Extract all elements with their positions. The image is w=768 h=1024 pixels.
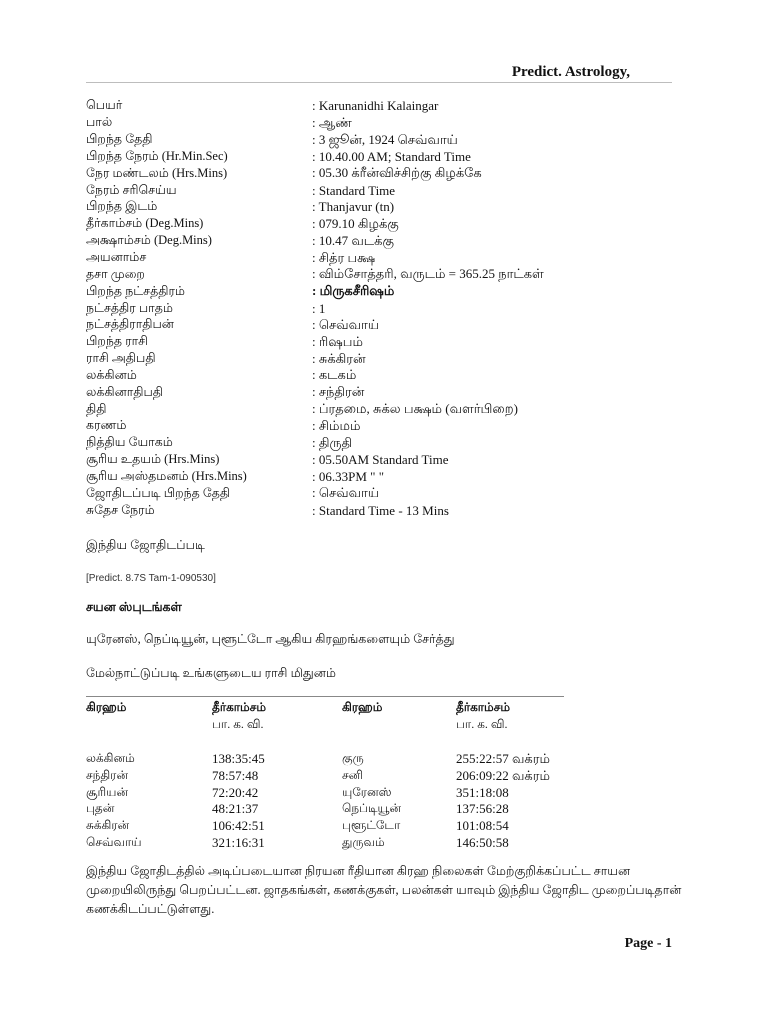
detail-value: : சுக்கிரன்	[312, 350, 366, 366]
planet-name: சனி	[342, 768, 363, 783]
planet-name: சுக்கிரன்	[86, 818, 130, 833]
detail-row	[86, 98, 686, 115]
subheader-units-2: பா. க. வி.	[456, 717, 508, 731]
detail-label: பிறந்த ராசி	[86, 334, 148, 349]
detail-label: சுதேச நேரம்	[86, 502, 155, 517]
detail-row	[86, 469, 686, 486]
header-planet-2: கிரஹம்	[342, 700, 383, 714]
detail-value: : 10.40.00 AM; Standard Time	[312, 148, 471, 164]
planet-longitude: 146:50:58	[456, 834, 509, 850]
header-divider	[86, 82, 672, 83]
planet-name: புளூட்டோ	[342, 818, 401, 833]
planet-name: நெப்டியூன்	[342, 801, 402, 816]
detail-row	[86, 401, 686, 418]
detail-row	[86, 283, 686, 300]
planet-longitude: 255:22:57 வக்ரம்	[456, 750, 550, 766]
detail-row	[86, 435, 686, 452]
planet-longitude: 138:35:45	[212, 751, 265, 767]
detail-value: : 06.33PM " "	[312, 468, 385, 484]
detail-value: : சிம்மம்	[312, 417, 361, 433]
detail-value: : சித்ர பக்ஷ	[312, 249, 376, 265]
planet-longitude: 206:09:22 வக்ரம்	[456, 767, 550, 783]
planet-longitude: 101:08:54	[456, 818, 509, 834]
detail-row	[86, 418, 686, 435]
detail-value: : ஆண்	[312, 114, 352, 130]
explanatory-paragraph: இந்திய ஜோதிடத்தில் அடிப்படையான நிரயன ரீதியான கிரஹ நிலைகள் மேற்குறிக்கப்பட்ட சாயன முறையிலிருந்து பெறப்பட்டன. ஜாதகங்கள், கணக்குகள், பலன்கள் யாவும் இந்திய ஜோதிட முறைப்படிதான் கணக்கிடப்பட்டுள்ளது.	[86, 864, 682, 916]
detail-value: : Thanjavur (tn)	[312, 199, 395, 215]
table-row	[86, 801, 564, 818]
planet-longitude: 72:20:42	[212, 784, 259, 800]
detail-label: பிறந்த நேரம் (Hr.Min.Sec)	[86, 148, 228, 163]
planet-name: புதன்	[86, 801, 115, 816]
detail-label: நித்திய யோகம்	[86, 435, 173, 450]
detail-label: அயனாம்ச	[86, 250, 147, 265]
detail-label: தசா முறை	[86, 266, 145, 281]
detail-row	[86, 351, 686, 368]
detail-label: திதி	[86, 401, 107, 416]
header-longitude-2: தீர்காம்சம்	[456, 700, 510, 714]
detail-row	[86, 317, 686, 334]
detail-row	[86, 250, 686, 267]
detail-label: தீர்காம்சம் (Deg.Mins)	[86, 216, 204, 231]
outer-planets-note: யுரேனஸ், நெப்டியூன், புளூட்டோ ஆகிய கிரஹங்களையும் சேர்த்து	[86, 632, 455, 646]
detail-value: : 079.10 கிழக்கு	[312, 215, 399, 231]
detail-row	[86, 384, 686, 401]
detail-value: : Standard Time - 13 Mins	[312, 502, 449, 518]
detail-value: : 3 ஜூன், 1924 செவ்வாய்	[312, 131, 458, 147]
detail-label: லக்கினம்	[86, 367, 137, 382]
detail-row	[86, 132, 686, 149]
detail-label: அக்ஷாம்சம் (Deg.Mins)	[86, 233, 212, 248]
detail-label: பிறந்த தேதி	[86, 132, 153, 147]
indian-astrology-heading: இந்திய ஜோதிடப்படி	[86, 538, 205, 552]
detail-label: நட்சத்திர பாதம்	[86, 300, 173, 315]
planet-name: சூரியன்	[86, 784, 129, 799]
page-number: Page - 1	[624, 936, 672, 951]
detail-label: ராசி அதிபதி	[86, 351, 156, 366]
detail-value: : 1	[312, 300, 326, 316]
detail-row	[86, 368, 686, 385]
sayana-heading: சயன ஸ்புடங்கள்	[86, 600, 182, 614]
detail-label: பிறந்த இடம்	[86, 199, 158, 214]
table-subheader-row	[86, 717, 564, 733]
reference-code: [Predict. 8.7S Tam-1-090530]	[86, 573, 216, 584]
planet-longitude: 137:56:28	[456, 801, 509, 817]
detail-value: : செவ்வாய்	[312, 485, 379, 501]
planet-name: செவ்வாய்	[86, 834, 142, 849]
planet-rows	[86, 751, 564, 851]
detail-row	[86, 199, 686, 216]
detail-row	[86, 266, 686, 283]
detail-row	[86, 115, 686, 132]
detail-value: : ரிஷபம்	[312, 333, 363, 349]
planet-longitude: 78:57:48	[212, 768, 259, 784]
detail-label: பெயர்	[86, 98, 123, 113]
detail-label: நேர மண்டலம் (Hrs.Mins)	[86, 165, 228, 180]
planet-name: குரு	[342, 751, 364, 766]
planet-name: சந்திரன்	[86, 768, 129, 783]
detail-label: சூரிய உதயம் (Hrs.Mins)	[86, 452, 220, 467]
planet-longitude: 351:18:08	[456, 784, 509, 800]
planet-name: லக்கினம்	[86, 751, 135, 766]
western-rasi-note: மேல்நாட்டுப்படி உங்களுடைய ராசி மிதுனம்	[86, 666, 336, 680]
detail-row	[86, 233, 686, 250]
birth-details-list	[86, 98, 686, 519]
page-header-title: Predict. Astrology,	[511, 64, 630, 80]
planet-longitude: 321:16:31	[212, 834, 265, 850]
subheader-units-1: பா. க. வி.	[212, 717, 264, 731]
detail-row	[86, 502, 686, 519]
detail-row	[86, 452, 686, 469]
detail-value: : ப்ரதமை, சுக்ல பக்ஷம் (வளர்பிறை)	[312, 401, 518, 417]
header-longitude-1: தீர்காம்சம்	[212, 700, 266, 714]
planet-longitude: 106:42:51	[212, 818, 265, 834]
detail-label: லக்கினாதிபதி	[86, 384, 164, 399]
table-header-row	[86, 699, 564, 717]
detail-label: நேரம் சரிசெய்ய	[86, 182, 177, 197]
detail-label: ஜோதிடப்படி பிறந்த தேதி	[86, 485, 231, 500]
detail-label: கரணம்	[86, 418, 127, 433]
detail-row	[86, 149, 686, 166]
detail-value: : மிருகசீரிஷம்	[312, 283, 395, 299]
detail-value: : 05.50AM Standard Time	[312, 452, 449, 468]
table-row	[86, 768, 564, 785]
planet-name: யுரேனஸ்	[342, 784, 392, 799]
detail-row	[86, 334, 686, 351]
table-row	[86, 751, 564, 768]
table-row	[86, 818, 564, 835]
detail-label: சூரிய அஸ்தமனம் (Hrs.Mins)	[86, 468, 247, 483]
detail-row	[86, 182, 686, 199]
detail-label: நட்சத்திராதிபன்	[86, 317, 174, 332]
detail-row	[86, 216, 686, 233]
detail-value: : சந்திரன்	[312, 384, 365, 400]
table-row	[86, 834, 564, 851]
planet-longitude: 48:21:37	[212, 801, 259, 817]
detail-value: : Standard Time	[312, 182, 396, 198]
detail-value: : திருதி	[312, 434, 353, 450]
table-row	[86, 784, 564, 801]
planet-name: துருவம்	[342, 834, 385, 849]
detail-label: பால்	[86, 115, 113, 130]
detail-value: : கடகம்	[312, 367, 357, 383]
detail-value: : 05.30 க்ரீன்விச்சிற்கு கிழக்கே	[312, 165, 482, 181]
detail-value: : 10.47 வடக்கு	[312, 232, 394, 248]
detail-label: பிறந்த நட்சத்திரம்	[86, 283, 185, 298]
detail-value: : செவ்வாய்	[312, 316, 379, 332]
header-planet-1: கிரஹம்	[86, 700, 127, 714]
detail-value: : விம்சோத்தரி, வருடம் = 365.25 நாட்கள்	[312, 266, 544, 282]
detail-row	[86, 485, 686, 502]
planet-positions-table	[86, 696, 564, 851]
detail-row	[86, 165, 686, 182]
detail-row	[86, 300, 686, 317]
detail-value: : Karunanidhi Kalaingar	[312, 98, 439, 114]
